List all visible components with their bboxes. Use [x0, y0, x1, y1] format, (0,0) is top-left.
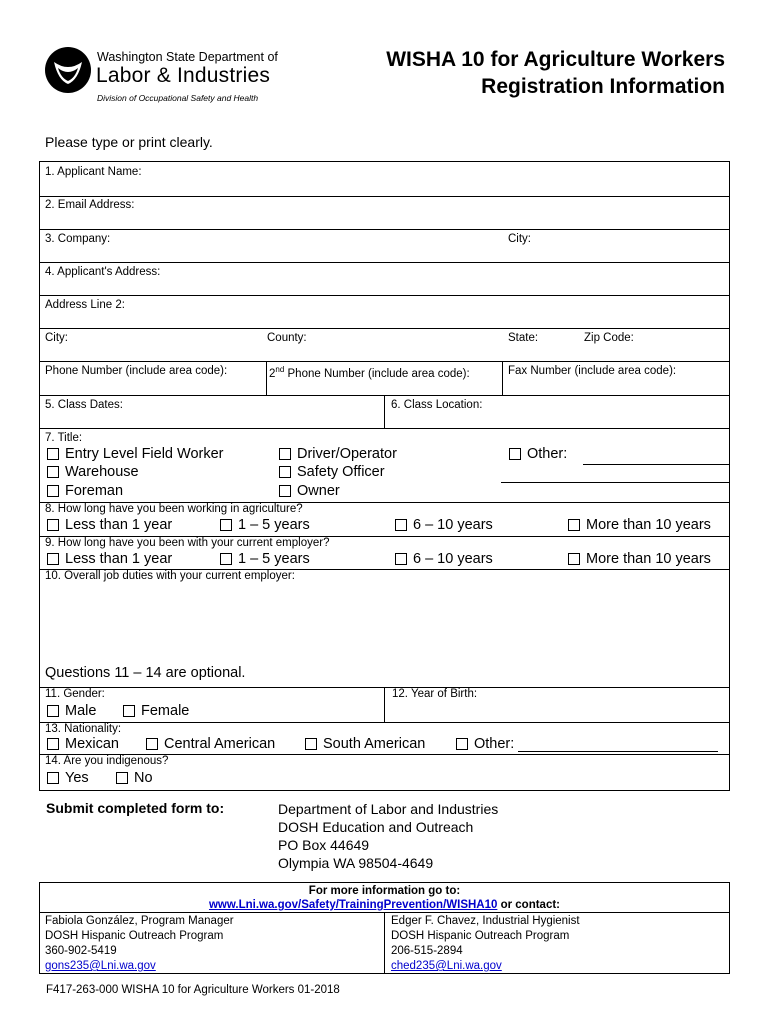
address-line2-field[interactable]: Address Line 2: — [45, 299, 125, 311]
q8-option-less-1[interactable] — [47, 517, 172, 533]
year-of-birth-field[interactable]: 12. Year of Birth: — [392, 688, 478, 700]
option-label: Entry Level Field Worker — [65, 446, 224, 462]
option-label: 6 – 10 years — [413, 551, 493, 567]
q10-label: 10. Overall job duties with your current employer: — [45, 570, 295, 582]
checkbox[interactable] — [47, 485, 59, 497]
col-divider — [384, 687, 385, 722]
option-label: 6 – 10 years — [413, 517, 493, 533]
org-line3: Division of Occupational Safety and Health — [97, 93, 259, 103]
form-number: F417-263-000 WISHA 10 for Agriculture Workers 01-2018 — [46, 984, 340, 996]
row-divider — [40, 722, 729, 723]
checkbox[interactable] — [146, 738, 158, 750]
row-divider — [40, 428, 729, 429]
contact-left — [45, 914, 234, 974]
checkbox[interactable] — [279, 466, 291, 478]
class-location-field[interactable]: 6. Class Location: — [391, 399, 483, 411]
checkbox[interactable] — [47, 553, 59, 565]
checkbox[interactable] — [279, 485, 291, 497]
title-option-other[interactable] — [509, 446, 567, 462]
org-line1: Washington State Department of — [97, 50, 278, 64]
q8-label: 8. How long have you been working in agriculture? — [45, 503, 303, 515]
q13-other-input[interactable] — [518, 751, 718, 752]
q14-option-no[interactable] — [116, 770, 153, 786]
phone2-label-prefix: 2 — [269, 367, 276, 380]
col-divider — [266, 361, 267, 395]
option-label: Other: — [527, 446, 568, 462]
title-other-input[interactable] — [583, 464, 729, 465]
q13-option-south-american[interactable] — [305, 736, 425, 752]
email-field[interactable]: 2. Email Address: — [45, 199, 135, 211]
q13-option-other[interactable] — [456, 736, 514, 752]
q9-label: 9. How long have you been with your current employer? — [45, 537, 330, 549]
checkbox[interactable] — [568, 553, 580, 565]
q13-option-mexican[interactable] — [47, 736, 119, 752]
submit-address — [278, 800, 498, 872]
contact-right — [391, 914, 580, 974]
option-label: Safety Officer — [297, 464, 385, 480]
q13-label: 13. Nationality: — [45, 723, 122, 735]
contact-phone: 206-515-2894 — [391, 945, 463, 957]
more-info-link-line — [40, 899, 729, 911]
option-label: South American — [323, 736, 426, 752]
checkbox[interactable] — [456, 738, 468, 750]
q11-option-male[interactable] — [47, 703, 96, 719]
phone2-label-sup: nd — [275, 365, 285, 374]
address-line: Olympia WA 98504-4649 — [278, 855, 434, 871]
box-col-divider — [384, 912, 385, 974]
q8-option-6-10[interactable] — [395, 517, 493, 533]
logo-mark-icon — [44, 46, 92, 94]
q14-option-yes[interactable] — [47, 770, 89, 786]
q8-option-more-10[interactable] — [568, 517, 711, 533]
option-label: No — [134, 770, 153, 786]
q9-option-less-1[interactable] — [47, 551, 172, 567]
option-label: 1 – 5 years — [238, 517, 310, 533]
class-dates-field[interactable]: 5. Class Dates: — [45, 399, 123, 411]
title-option-entry-level[interactable] — [47, 446, 223, 462]
checkbox[interactable] — [220, 519, 232, 531]
checkbox[interactable] — [116, 772, 128, 784]
checkbox[interactable] — [568, 519, 580, 531]
checkbox[interactable] — [47, 738, 59, 750]
contact-email-link[interactable]: gons235@Lni.wa.gov — [45, 960, 156, 972]
q11-option-female[interactable] — [123, 703, 189, 719]
fax-field[interactable]: Fax Number (include area code): — [508, 365, 677, 377]
checkbox[interactable] — [220, 553, 232, 565]
option-label: Owner — [297, 483, 340, 499]
option-label: Yes — [65, 770, 89, 786]
contact-program: DOSH Hispanic Outreach Program — [45, 930, 224, 942]
q8-option-1-5[interactable] — [220, 517, 310, 533]
option-label: More than 10 years — [586, 551, 711, 567]
city-field[interactable]: City: — [45, 332, 68, 344]
checkbox[interactable] — [305, 738, 317, 750]
phone2-field[interactable] — [269, 365, 470, 380]
address-line: PO Box 44649 — [278, 837, 370, 853]
row-divider — [40, 196, 729, 197]
option-label: 1 – 5 years — [238, 551, 310, 567]
col-divider — [502, 361, 503, 395]
contact-program: DOSH Hispanic Outreach Program — [391, 930, 570, 942]
zip-field[interactable]: Zip Code: — [584, 332, 634, 344]
col-divider — [384, 395, 385, 428]
checkbox[interactable] — [509, 448, 521, 460]
q9-option-6-10[interactable] — [395, 551, 493, 567]
q11-label: 11. Gender: — [45, 688, 105, 700]
option-label: Driver/Operator — [297, 446, 397, 462]
optional-note: Questions 11 – 14 are optional. — [45, 665, 246, 681]
option-label: Female — [141, 703, 190, 719]
row-divider — [40, 229, 729, 230]
applicant-name-field[interactable]: 1. Applicant Name: — [45, 166, 142, 178]
county-field[interactable]: County: — [267, 332, 307, 344]
more-info-suffix: or contact: — [497, 899, 561, 911]
q9-option-1-5[interactable] — [220, 551, 310, 567]
q13-option-central-american[interactable] — [146, 736, 275, 752]
title-option-driver[interactable] — [279, 446, 397, 462]
checkbox[interactable] — [47, 705, 59, 717]
option-label: Foreman — [65, 483, 124, 499]
more-info-label: For more information go to: — [308, 885, 461, 897]
row-divider — [40, 295, 729, 296]
q14-label: 14. Are you indigenous? — [45, 755, 169, 767]
agency-logo — [44, 46, 92, 94]
option-label: Central American — [164, 736, 276, 752]
page-title: WISHA 10 for Agriculture Workers — [386, 48, 725, 71]
contact-info-box — [39, 882, 730, 974]
title-question-label: 7. Title: — [45, 432, 83, 444]
title-other-input-line2[interactable] — [501, 482, 729, 483]
checkbox[interactable] — [47, 772, 59, 784]
title-option-foreman[interactable] — [47, 483, 123, 499]
checkbox[interactable] — [47, 519, 59, 531]
checkbox[interactable] — [123, 705, 135, 717]
checkbox[interactable] — [47, 448, 59, 460]
title-option-warehouse[interactable] — [47, 464, 139, 480]
instructions: Please type or print clearly. — [45, 134, 213, 150]
registration-form — [39, 161, 730, 791]
org-line2: Labor & Industries — [96, 64, 271, 87]
option-label: Less than 1 year — [65, 517, 173, 533]
page-subtitle: Registration Information — [481, 75, 725, 98]
state-field[interactable]: State: — [508, 332, 539, 344]
option-label: Other: — [474, 736, 515, 752]
option-label: Male — [65, 703, 97, 719]
contact-phone: 360-902-5419 — [45, 945, 117, 957]
checkbox[interactable] — [395, 519, 407, 531]
address-line: DOSH Education and Outreach — [278, 819, 474, 835]
option-label: More than 10 years — [586, 517, 711, 533]
submit-label: Submit completed form to: — [46, 800, 225, 816]
option-label: Warehouse — [65, 464, 139, 480]
checkbox[interactable] — [47, 466, 59, 478]
option-label: Mexican — [65, 736, 119, 752]
row-divider — [40, 361, 729, 362]
address-field[interactable]: 4. Applicant's Address: — [45, 266, 161, 278]
phone2-label-suffix: Phone Number (include area code): — [284, 367, 470, 380]
contact-name: Edger F. Chavez, Industrial Hygienist — [391, 915, 580, 927]
q9-option-more-10[interactable] — [568, 551, 711, 567]
option-label: Less than 1 year — [65, 551, 173, 567]
phone-field[interactable]: Phone Number (include area code): — [45, 365, 228, 377]
company-field[interactable]: 3. Company: — [45, 233, 111, 245]
row-divider — [40, 328, 729, 329]
contact-name: Fabiola González, Program Manager — [45, 915, 234, 927]
address-line: Department of Labor and Industries — [278, 801, 499, 817]
company-city-field[interactable]: City: — [508, 233, 531, 245]
contact-email-link[interactable]: ched235@Lni.wa.gov — [391, 960, 502, 972]
title-option-owner[interactable] — [279, 483, 340, 499]
title-option-safety-officer[interactable] — [279, 464, 385, 480]
checkbox[interactable] — [279, 448, 291, 460]
row-divider — [40, 262, 729, 263]
more-info-link[interactable]: www.Lni.wa.gov/Safety/TrainingPrevention/WISHA10 — [208, 899, 498, 911]
checkbox[interactable] — [395, 553, 407, 565]
